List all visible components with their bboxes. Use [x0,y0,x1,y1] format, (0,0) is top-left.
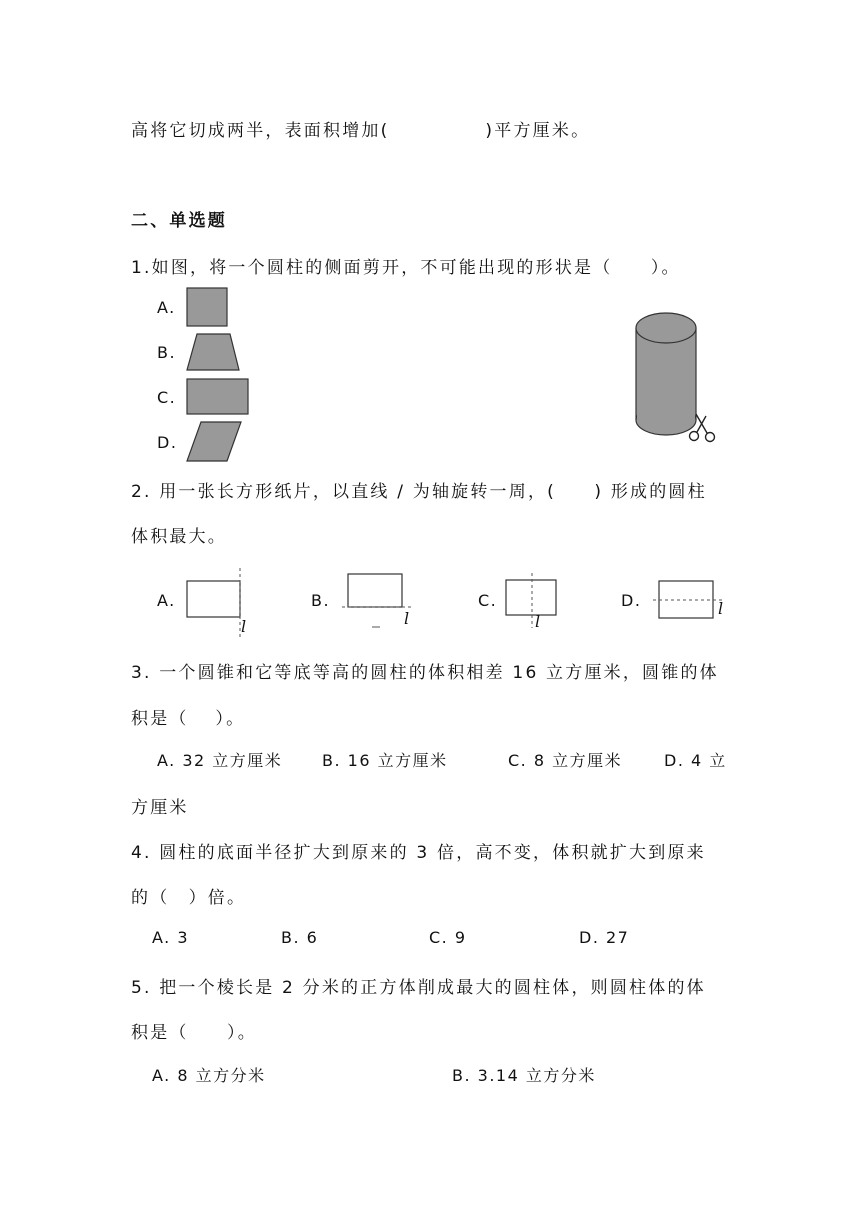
q5-stem-line2: 积是（ ）。 [131,1023,257,1043]
q2-option-d-axis-label: l [718,599,724,618]
continued-question-text: 高将它切成两半，表面积增加( )平方厘米。 [131,121,591,141]
q3-option-a: A. 32 立方厘米 [157,751,283,770]
q5-option-b: B. 3.14 立方分米 [452,1066,596,1085]
q2-option-a-axis-label: l [241,617,247,636]
q2-stem-line2: 体积最大。 [131,527,227,547]
q4-stem-line1: 4. 圆柱的底面半径扩大到原来的 3 倍，高不变，体积就扩大到原来 [131,843,706,863]
q2-option-c-axis-label: l [535,612,541,631]
q1-option-d-label: D. [157,433,178,452]
q2-option-c-label: C. [478,591,498,610]
q2-option-c-figure [504,572,560,632]
q1-trapezoid-shape [186,333,240,371]
q2-option-b-figure [340,570,414,632]
q4-stem-line2: 的（ ）倍。 [131,888,247,908]
q3-stem-line2: 积是（ ）。 [131,709,246,729]
q2-stem-line1: 2. 用一张长方形纸片，以直线 / 为轴旋转一周，( ) 形成的圆柱 [131,482,707,502]
q1-stem: 1.如图，将一个圆柱的侧面剪开，不可能出现的形状是（ ）。 [131,258,681,278]
q1-square-shape [186,287,228,327]
q1-cylinder-figure [632,310,722,450]
q3-option-d-continued: 方厘米 [131,798,189,818]
q2-option-a-label: A. [157,591,176,610]
q4-option-a: A. 3 [152,928,190,947]
q5-option-a: A. 8 立方分米 [152,1066,266,1085]
q3-option-c: C. 8 立方厘米 [508,751,623,770]
q5-stem-line1: 5. 把一个棱长是 2 分米的正方体削成最大的圆柱体，则圆柱体的体 [131,978,706,998]
q3-stem-line1: 3. 一个圆锥和它等底等高的圆柱的体积相差 16 立方厘米，圆锥的体 [131,663,719,683]
q2-option-b-label: B. [311,591,331,610]
q1-rectangle-shape [186,378,250,416]
q4-option-d: D. 27 [579,928,630,947]
q2-option-d-label: D. [621,591,642,610]
q2-option-b-axis-label: l [404,609,410,628]
q1-option-c-label: C. [157,388,177,407]
q3-option-d: D. 4 立 [664,751,727,770]
q1-option-a-label: A. [157,298,176,317]
q1-option-b-label: B. [157,343,177,362]
q3-option-b: B. 16 立方厘米 [322,751,448,770]
q4-option-b: B. 6 [281,928,319,947]
q2-option-d-figure [652,576,726,622]
q1-parallelogram-shape [186,421,242,463]
section-title: 二、单选题 [131,211,227,231]
q4-option-c: C. 9 [429,928,467,947]
